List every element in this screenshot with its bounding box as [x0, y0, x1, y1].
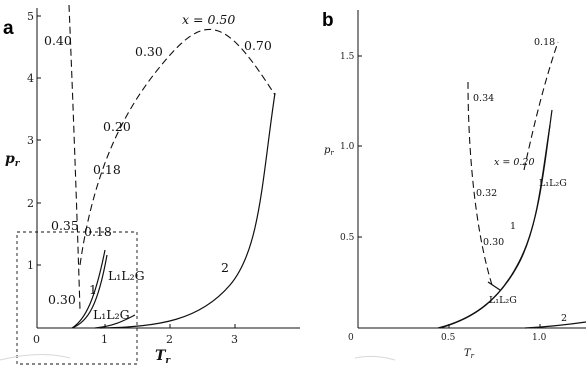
panel-a-y-label-main: p: [5, 151, 15, 167]
panel-a-ytick-2: 2: [27, 197, 34, 210]
panel-b-y-label-main: p: [324, 145, 331, 156]
scan-artifact-left: [0, 354, 70, 360]
panel-a-xtick-0: 0: [33, 333, 40, 346]
panel-b-curve-2: [525, 322, 586, 328]
panel-b-ann-l1l2g-upper: L₁L₂G: [539, 178, 567, 189]
panel-b-ann-0-32: 0.32: [476, 188, 498, 199]
panel-a-x-ticks: [33, 324, 238, 346]
panel-b-xtick-0: 0: [348, 333, 354, 343]
panel-a-ann-l1l2g-lower: L₁L₂G: [93, 307, 130, 322]
panel-b-ann-0-30: 0.30: [483, 237, 505, 248]
panel-a: [3, 5, 300, 366]
panel-b-x-ticks: [348, 324, 547, 343]
panel-b-y-label: [324, 145, 334, 157]
panel-a-x-label: [155, 348, 171, 366]
panel-b-y-label-sub: r: [330, 149, 334, 157]
panel-a-ann-l1l2g-upper: L₁L₂G: [108, 268, 145, 283]
panel-a-ytick-5: 5: [27, 10, 34, 23]
panel-b-ann-0-18: 0.18: [534, 37, 556, 48]
panel-a-ann-0-20: 0.20: [103, 119, 131, 134]
panel-a-ann-0-70: 0.70: [244, 38, 272, 53]
panel-a-ann-0-18b: 0.18: [84, 224, 112, 239]
panel-a-y-ticks: [27, 10, 41, 272]
panel-b-ytick-1: 0.5: [340, 233, 355, 243]
panel-a-ann-0-30-top: 0.30: [135, 44, 163, 59]
panel-b-ann-l1l2g-lower: L₁L₂G: [489, 295, 517, 306]
panel-a-xtick-2: 2: [166, 333, 173, 346]
panel-a-y-label: [5, 151, 21, 169]
panel-a-ann-2: 2: [221, 260, 229, 275]
panel-b-x-label-main: T: [464, 348, 471, 359]
panel-b-xtick-2: 1.0: [532, 333, 547, 343]
panel-b-ann-0-34: 0.34: [473, 93, 495, 104]
panel-a-ann-x-0-50: x = 0.50: [182, 12, 236, 27]
panel-b-x-label: [464, 348, 475, 360]
panel-a-ann-0-18: 0.18: [93, 162, 121, 177]
panel-b-ann-x-0-20: x = 0.20: [494, 157, 535, 168]
panel-b-ytick-3: 1.5: [340, 52, 355, 62]
panel-b-ytick-2: 1.0: [340, 142, 355, 152]
panel-a-xtick-3: 3: [231, 333, 238, 346]
panel-b: [322, 10, 586, 360]
panel-a-dashed-0-40: [69, 5, 80, 310]
panel-b-ann-2: 2: [561, 313, 568, 324]
panel-a-ann-0-40: 0.40: [44, 33, 72, 48]
panel-b-xtick-1: 0.5: [441, 333, 456, 343]
panel-a-ann-0-35: 0.35: [51, 218, 79, 233]
panel-b-tie-segment: [488, 282, 500, 290]
panel-a-x-label-sub: r: [165, 356, 171, 366]
panel-a-ann-0-30-bottom: 0.30: [48, 292, 76, 307]
panel-b-ann-1: 1: [510, 221, 517, 232]
panel-a-xtick-1: 1: [101, 333, 108, 346]
panel-a-ann-1: 1: [89, 282, 97, 297]
panel-a-y-label-sub: r: [14, 159, 20, 169]
panel-a-ytick-3: 3: [27, 134, 34, 147]
panel-b-x-label-sub: r: [470, 352, 475, 360]
panel-a-ytick-1: 1: [27, 259, 34, 272]
panel-a-x-label-main: T: [155, 348, 166, 364]
panel-b-letter: b: [322, 10, 334, 31]
panel-b-y-ticks: [340, 52, 362, 243]
panel-b-dashed-0-18: [524, 42, 558, 170]
panel-a-ytick-4: 4: [27, 72, 34, 85]
scan-artifact-right: [355, 356, 395, 360]
panel-a-letter: a: [3, 18, 14, 39]
